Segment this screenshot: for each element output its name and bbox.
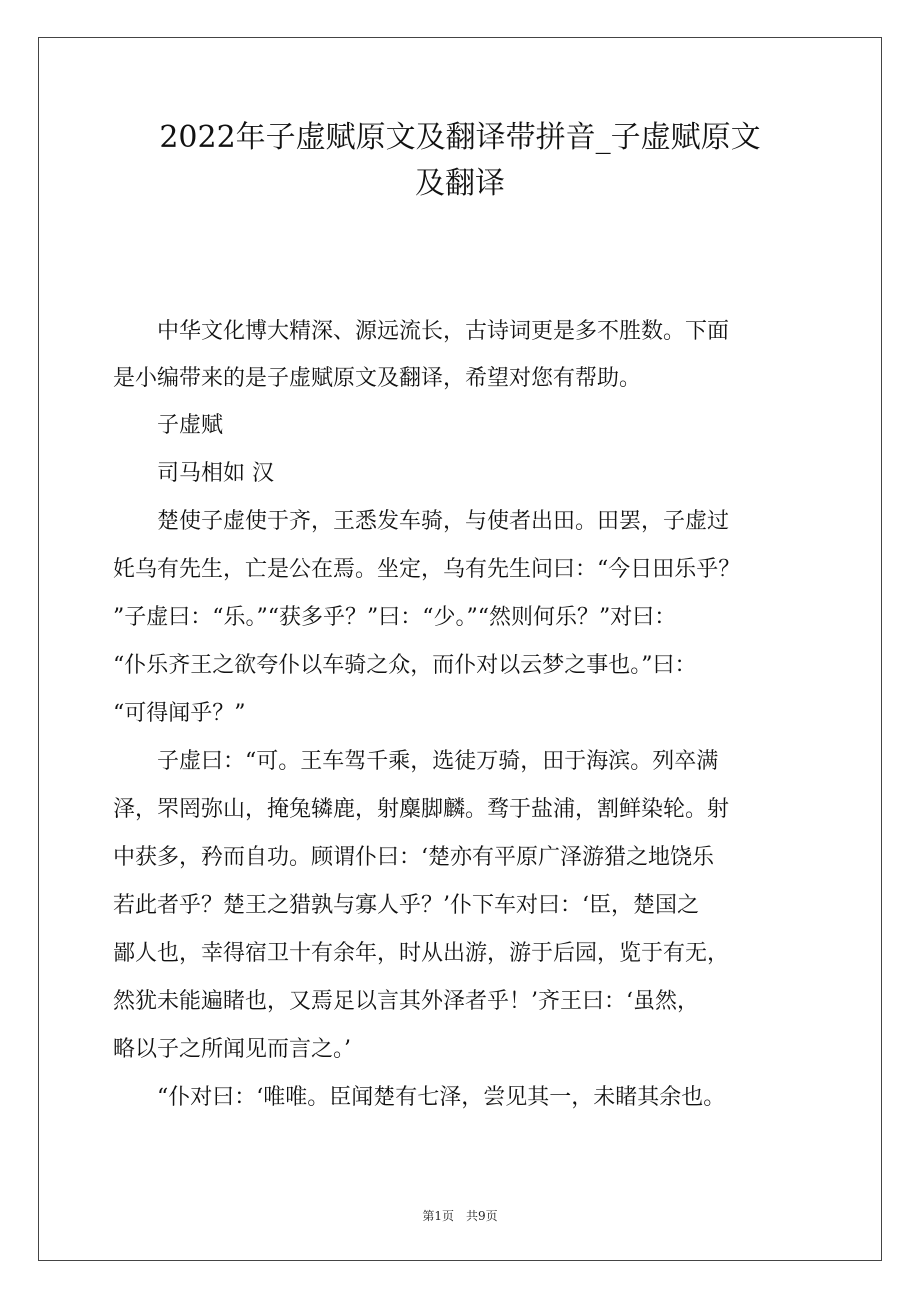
text-line: 司马相如 汉 <box>113 461 274 486</box>
text-line: 若此者乎？楚王之猎孰与寡人乎？’仆下车对曰：‘臣，楚国之 <box>113 893 699 918</box>
document-title-line-2: 及翻译 <box>415 166 505 201</box>
document-title-line-1: 2022年子虚赋原文及翻译带拼音_子虚赋原文 <box>159 120 761 155</box>
text-line: “仆乐齐王之欲夸仆以车骑之众，而仆对以云梦之事也。”曰： <box>113 653 697 678</box>
text-line: 楚使子虚使于齐，王悉发车骑，与使者出田。田罢，子虚过 <box>113 509 730 534</box>
text-line: 然犹未能遍睹也，又焉足以言其外泽者乎！’齐王曰：‘虽然， <box>113 989 699 1014</box>
text-line: ”子虚曰：“乐。”“获多乎？”曰：“少。”“然则何乐？”对曰： <box>113 605 677 630</box>
text-line: “可得闻乎？” <box>113 701 246 726</box>
text-line: 略以子之所闻见而言之。’ <box>113 1037 351 1062</box>
page-footer: 第1页 共9页 <box>422 1209 498 1223</box>
text-line: 子虚赋 <box>113 413 224 438</box>
text-line: 奼乌有先生，亡是公在焉。坐定，乌有先生问曰：“今日田乐乎？ <box>113 557 741 582</box>
text-line: 鄙人也，幸得宿卫十有余年，时从出游，游于后园，览于有无， <box>113 941 730 966</box>
text-line: 中华文化博大精深、源远流长，古诗词更是多不胜数。下面 <box>113 319 730 344</box>
text-line: 子虚曰：“可。王车驾千乘，选徒万骑，田于海滨。列卒满 <box>113 749 719 774</box>
text-line: 泽，罘罔弥山，掩兔辚鹿，射麋脚麟。骛于盐浦，割鲜染轮。射 <box>113 797 730 822</box>
text-line: 是小编带来的是子虚赋原文及翻译，希望对您有帮助。 <box>113 366 642 391</box>
text-line: “仆对曰：‘唯唯。臣闻楚有七泽，尝见其一，未睹其余也。 <box>113 1085 726 1110</box>
text-line: 中获多，矜而自功。顾谓仆曰：‘楚亦有平原广泽游猎之地饶乐 <box>113 845 714 870</box>
page-border <box>38 37 882 1261</box>
